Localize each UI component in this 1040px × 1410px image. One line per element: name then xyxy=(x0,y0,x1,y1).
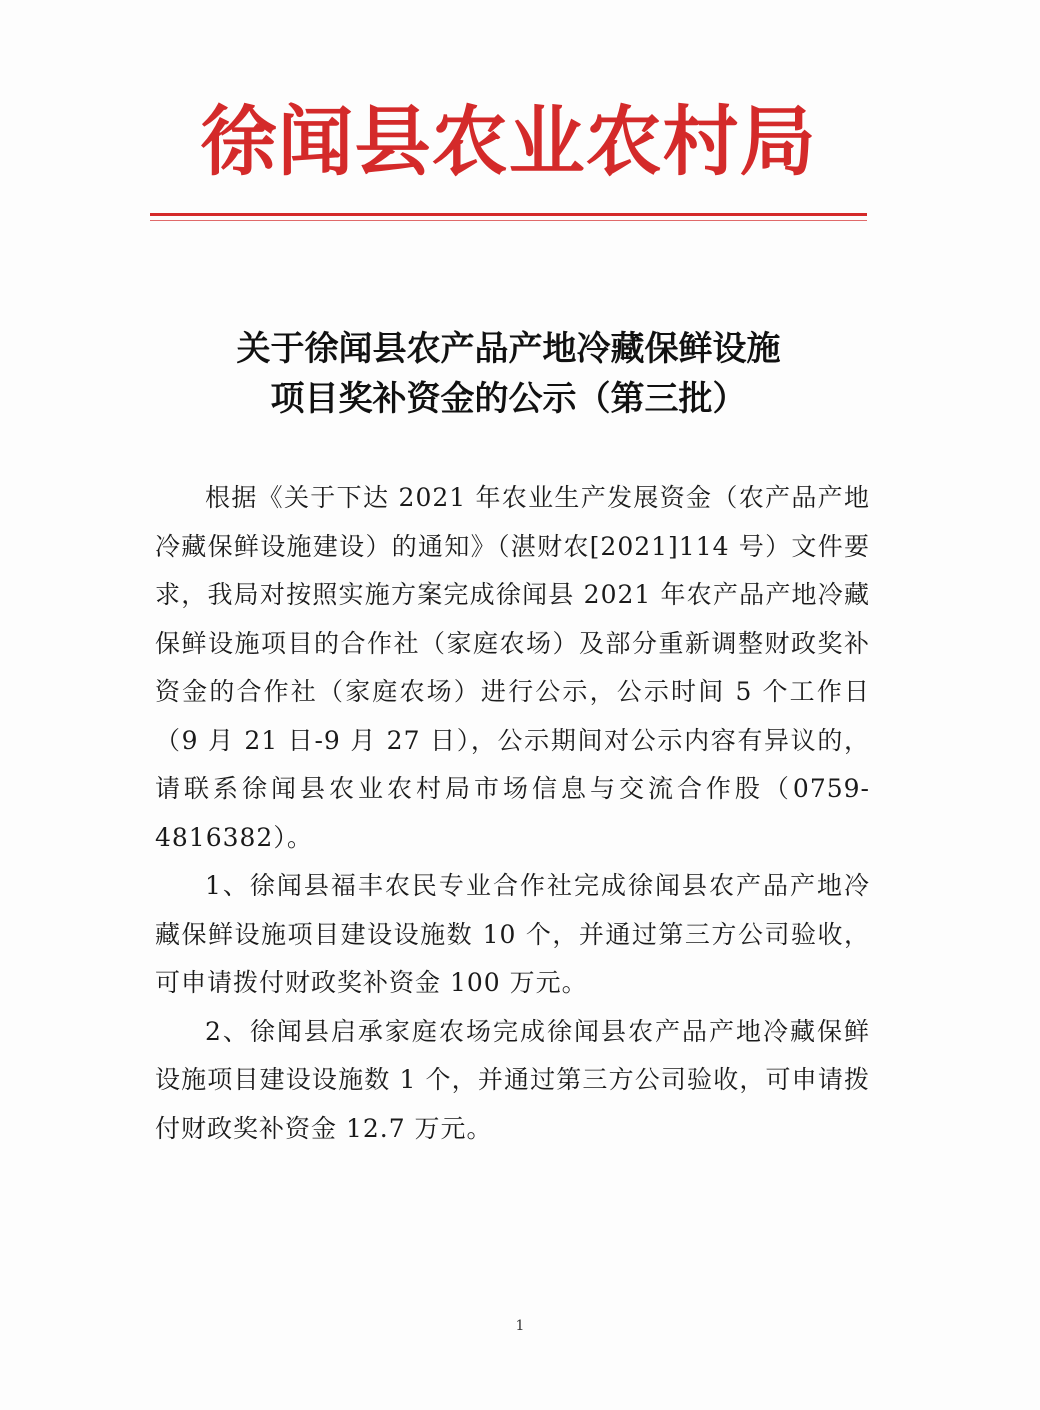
document-body xyxy=(155,474,870,1153)
document-title-line-2: 项目奖补资金的公示（第三批） xyxy=(270,379,747,419)
body-paragraph-item-2: 2、徐闻县启承家庭农场完成徐闻县农产品产地冷藏保鲜设施项目建设设施数 1 个，并通过第三方公司验收，可申请拨付财政奖补资金 12.7 万元。 xyxy=(155,1016,870,1143)
agency-masthead: 徐闻县农业农村局 xyxy=(200,97,817,186)
document-title-line-1: 关于徐闻县农产品产地冷藏保鲜设施 xyxy=(236,329,781,369)
masthead-red-rule-thin xyxy=(150,220,867,221)
body-paragraph-intro: 根据《关于下达 2021 年农业生产发展资金（农产品产地冷藏保鲜设施建设）的通知》（湛财农[2021]114 号）文件要求，我局对按照实施方案完成徐闻县 2021 年农产品产地冷藏保鲜设施项目的合作社（家庭农场）及部分重新调整财政奖补资金的合作社（家庭农场）进行公示，公示时间 5 个工作日（9 月 21 日-9 月 27 日），公示期间对公示内容有异议的，请联系徐闻县农业农村局市场信息与交流合作股（0759-4816382）。 xyxy=(155,483,870,852)
masthead-red-rule xyxy=(150,213,867,216)
page-number: 1 xyxy=(515,1318,525,1334)
document-title xyxy=(150,324,867,424)
body-paragraph-item-1: 1、徐闻县福丰农民专业合作社完成徐闻县农产品产地冷藏保鲜设施项目建设设施数 10 个，并通过第三方公司验收，可申请拨付财政奖补资金 100 万元。 xyxy=(155,871,870,997)
